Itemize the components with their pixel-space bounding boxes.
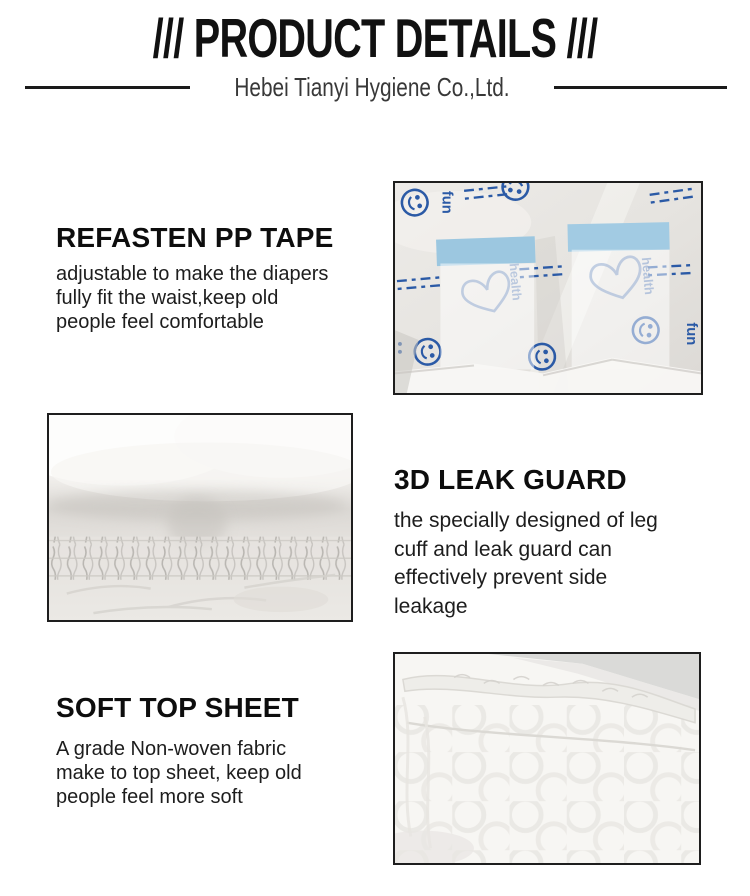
feature-description-line: A grade Non-woven fabric <box>56 738 287 760</box>
photo-leak-guard <box>47 413 353 622</box>
feature-description-line: adjustable to make the diapers <box>56 263 329 285</box>
feature-description-line: fully fit the waist,keep old <box>56 287 279 309</box>
tape-blue-strip <box>436 236 536 266</box>
top-sheet-photo-art <box>395 654 699 863</box>
feature-description-line: people feel comfortable <box>56 311 264 333</box>
feature-section-soft-top-sheet <box>56 693 391 809</box>
feature-description-line: make to top sheet, keep old <box>56 762 302 784</box>
divider-line-right <box>554 86 727 89</box>
pp-tape-photo-art <box>395 183 701 393</box>
feature-description-line: leakage <box>394 594 468 618</box>
tape-blue-strip <box>567 222 669 252</box>
tape-body <box>440 263 534 369</box>
feature-title: 3D LEAK GUARD <box>394 464 627 495</box>
tape-body <box>572 250 670 370</box>
photo-top-sheet <box>393 652 701 865</box>
leak-guard-photo-art <box>49 415 351 620</box>
feature-description <box>56 737 391 809</box>
feature-title: REFASTEN PP TAPE <box>56 222 334 253</box>
feature-description <box>394 507 726 621</box>
feature-title: SOFT TOP SHEET <box>56 692 299 723</box>
divider-line-left <box>25 86 190 89</box>
fun-print-label: fun <box>683 322 700 346</box>
feature-section-3d-leak-guard <box>394 465 726 621</box>
feature-description-line: people feel more soft <box>56 786 243 808</box>
page-title: /// PRODUCT DETAILS /// <box>152 7 598 69</box>
feature-description-line: the specially designed of leg <box>394 509 658 532</box>
feature-description-line: cuff and leak guard can <box>394 537 612 561</box>
subtitle-row <box>25 72 727 102</box>
feature-description-line: effectively prevent side <box>394 566 608 589</box>
company-name: Hebei Tianyi Hygiene Co.,Ltd. <box>234 71 510 102</box>
feature-section-refasten-pp-tape <box>56 223 391 334</box>
fun-print-label: fun <box>438 190 455 214</box>
feature-description <box>56 262 391 334</box>
photo-pp-tape <box>393 181 703 395</box>
